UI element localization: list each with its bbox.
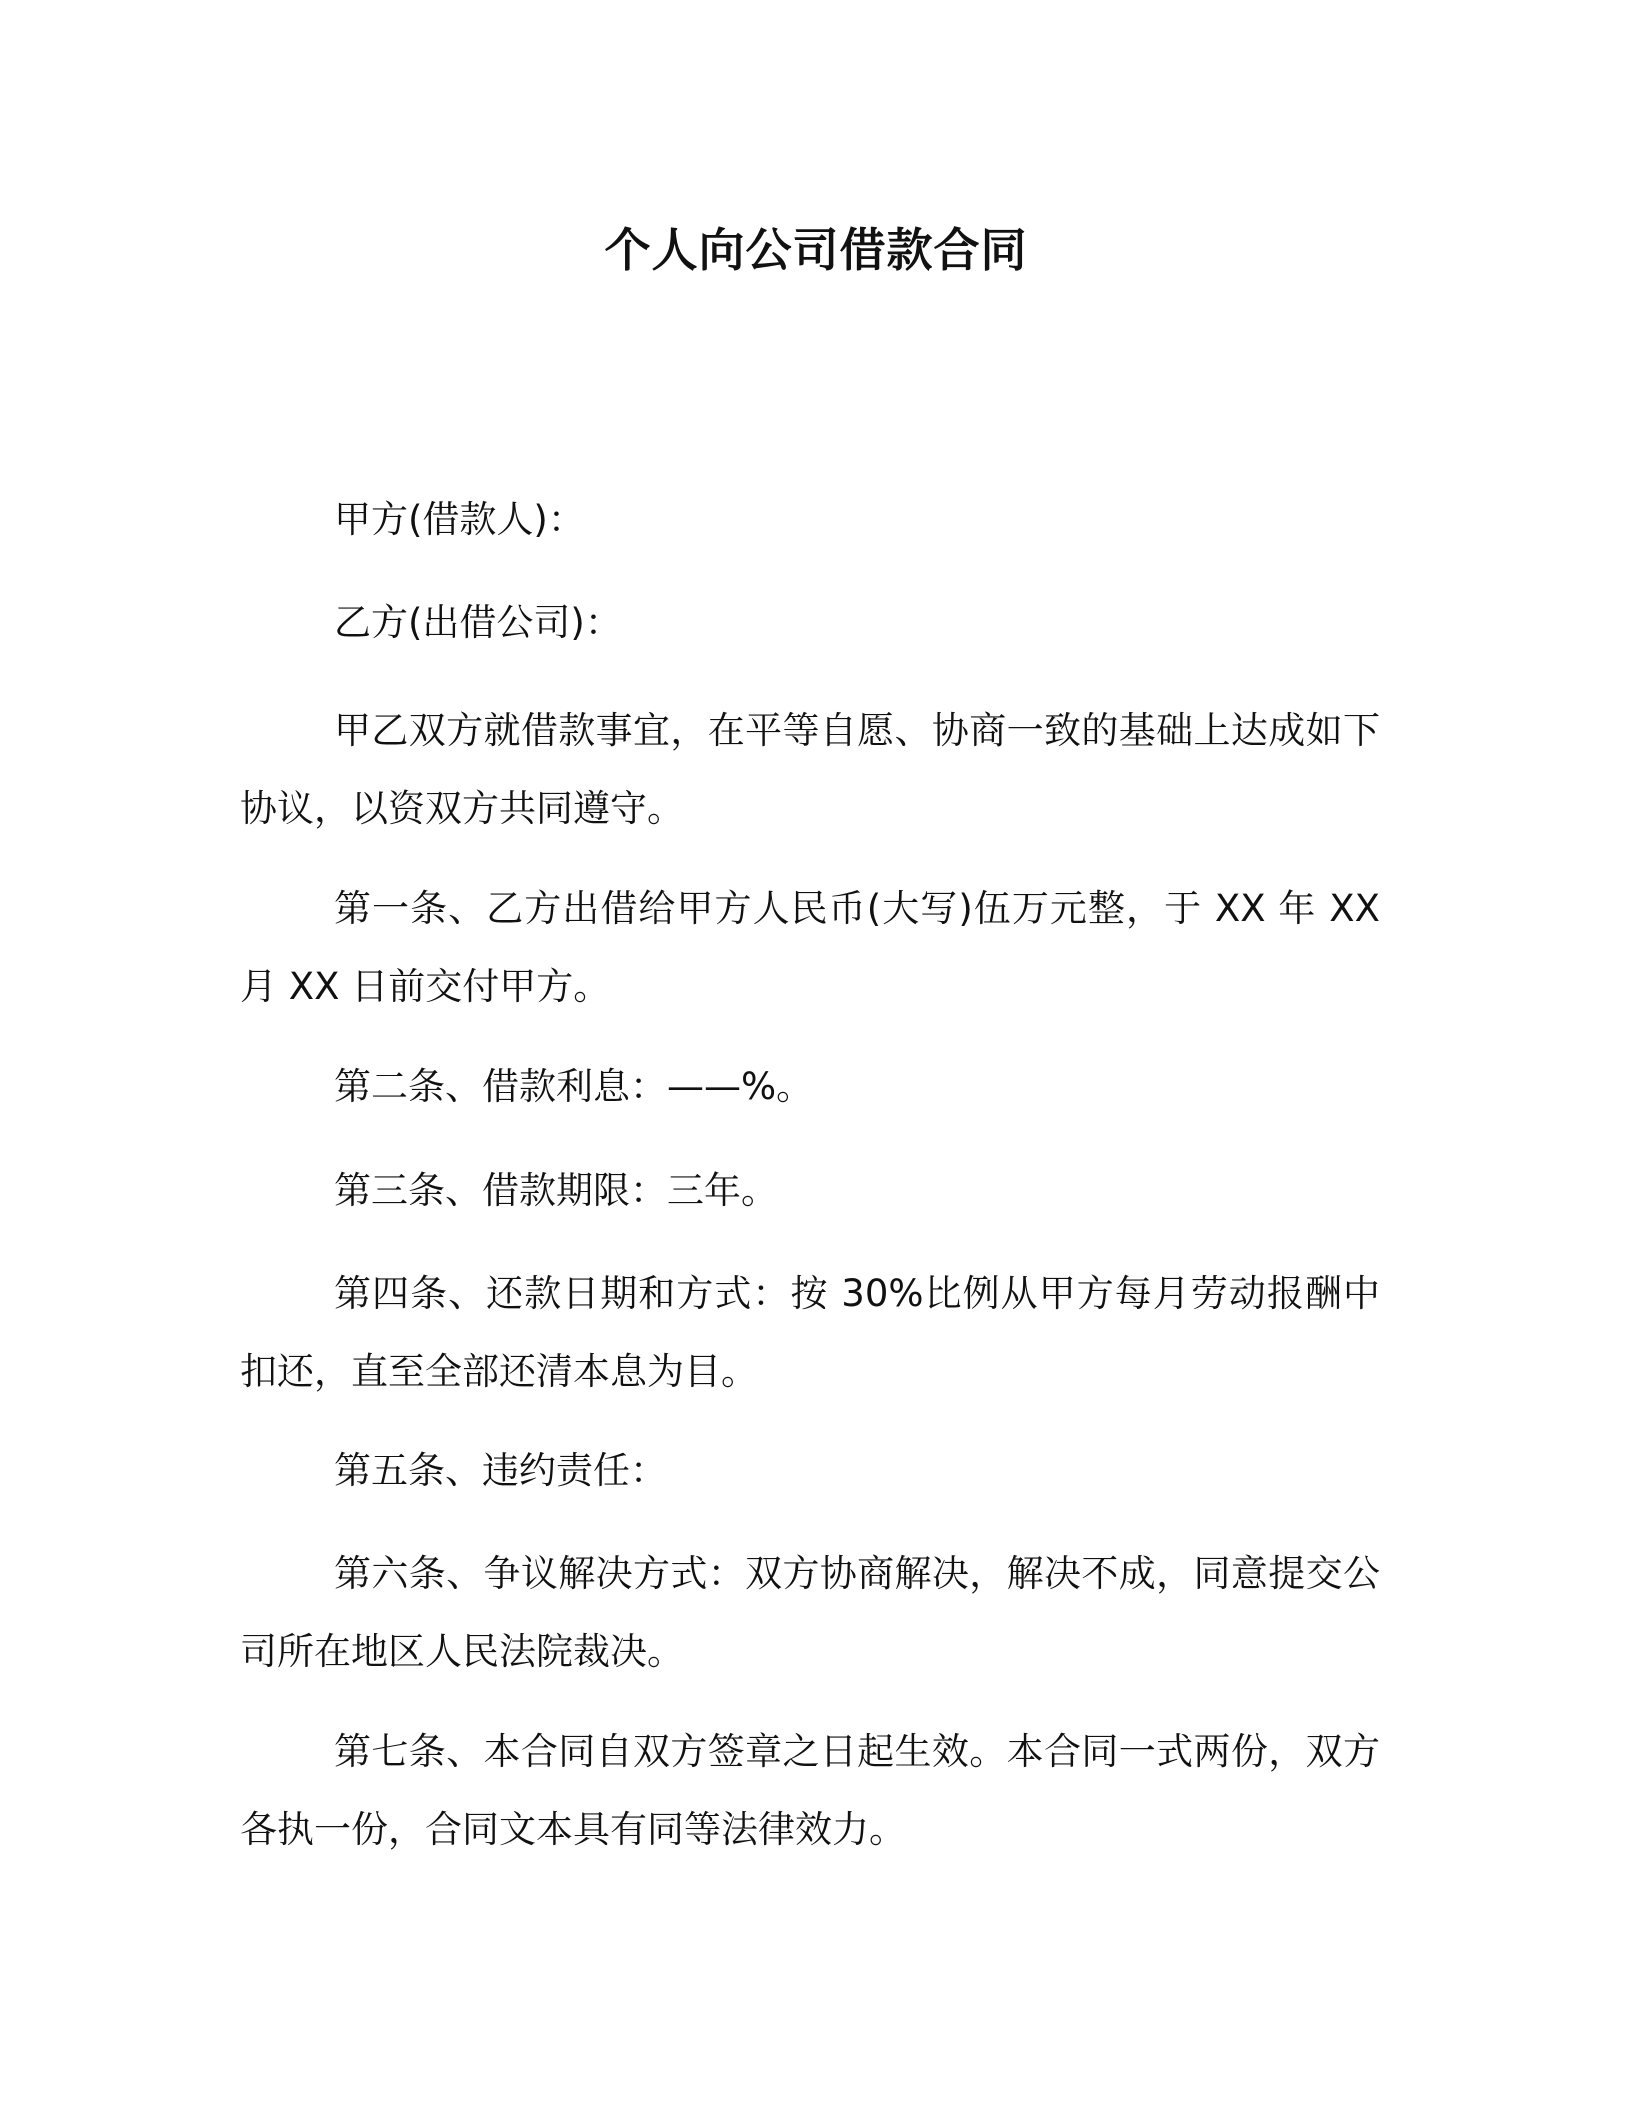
article-2: 第二条、借款利息：——%。 [334, 1065, 814, 1108]
article-4: 第四条、还款日期和方式：按 30%比例从甲方每月劳动报酬中扣还，直至全部还清本息为目。 [240, 1272, 1380, 1393]
article-6: 第六条、争议解决方式：双方协商解决，解决不成，同意提交公司所在地区人民法院裁决。 [240, 1552, 1380, 1673]
article-5: 第五条、违约责任： [334, 1449, 667, 1492]
party-a-line: 甲方(借款人)： [334, 498, 585, 541]
party-b-line: 乙方(出借公司)： [334, 601, 622, 644]
document-title: 个人向公司借款合同 [604, 223, 1028, 277]
article-3: 第三条、借款期限：三年。 [334, 1169, 778, 1212]
article-7: 第七条、本合同自双方签章之日起生效。本合同一式两份，双方各执一份，合同文本具有同等法律效力。 [240, 1730, 1380, 1851]
preamble-paragraph: 甲乙双方就借款事宜，在平等自愿、协商一致的基础上达成如下协议，以资双方共同遵守。 [240, 709, 1380, 830]
article-1: 第一条、乙方出借给甲方人民币(大写)伍万元整，于 XX 年 XX 月 XX 日前交付甲方。 [240, 887, 1380, 1008]
